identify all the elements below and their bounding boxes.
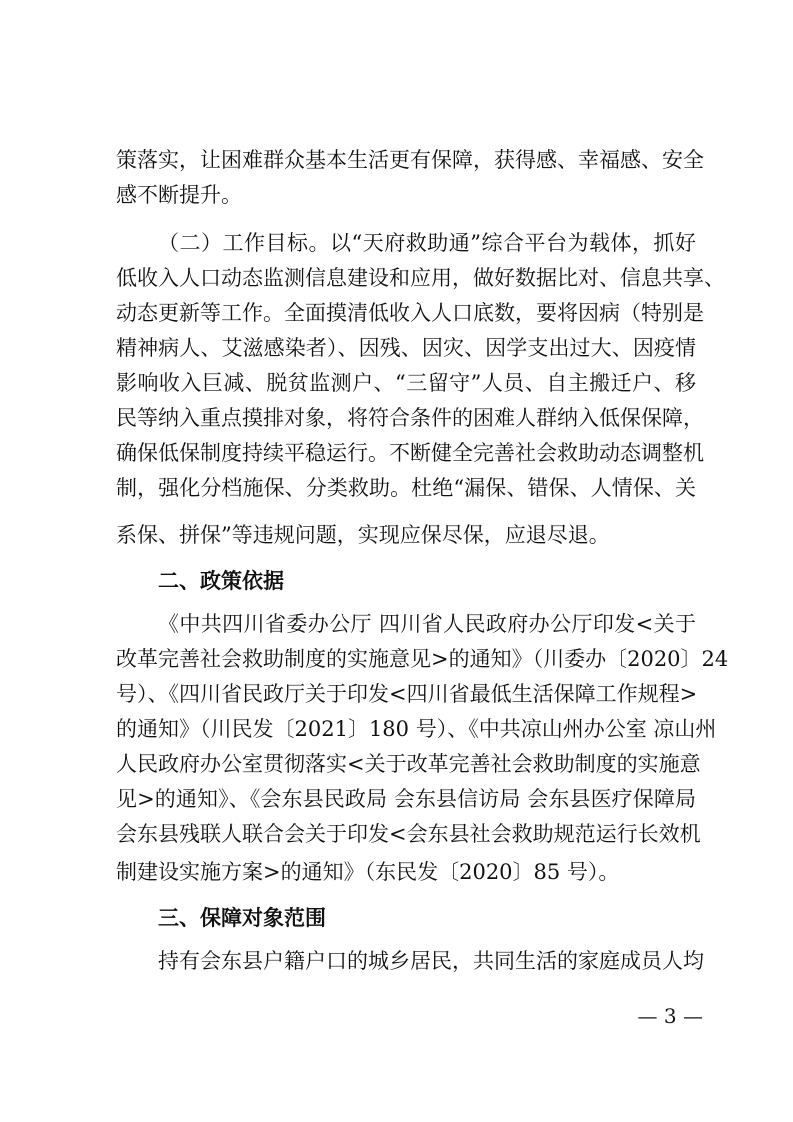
body-text-line: 民等纳入重点摸排对象，将符合条件的困难人群纳入低保保障， [116,406,704,430]
section-heading-coverage: 三、保障对象范围 [158,906,326,930]
page-number: — 3 — [637,1004,703,1028]
policy-reference-line: 《中共四川省委办公厅 四川省人民政府办公厅印发<关于 [158,612,696,636]
section-heading-policy-basis: 二、政策依据 [158,569,284,593]
policy-reference-line: 会东县残联人联合会关于印发<会东县社会救助规范运行长效机 [116,822,701,846]
body-text-line: 制，强化分档施保、分类救助。杜绝“漏保、错保、人情保、关 [116,476,696,500]
body-text-line: 动态更新等工作。全面摸清低收入人口底数，要将因病（特别是 [116,301,704,325]
body-text-line: 策落实，让困难群众基本生活更有保障，获得感、幸福感、安全 [116,148,704,172]
body-text-line: 系保、拼保”等违规问题，实现应保尽保，应退尽退。 [116,523,610,547]
policy-reference-line: 改革完善社会救助制度的实施意见>的通知》（川委办〔2020〕24 [116,647,729,671]
policy-reference-line: 的通知》（川民发〔2021〕180 号）、《中共凉山州办公室 凉山州 [116,717,717,741]
coverage-body-line: 持有会东县户籍户口的城乡居民，共同生活的家庭成员人均 [158,949,704,973]
body-text-line: 确保低保制度持续平稳运行。不断健全完善社会救助动态调整机 [116,441,704,465]
body-text-line: 精神病人、艾滋感染者）、因残、因灾、因学支出过大、因疫情 [116,336,696,360]
body-text-line: 低收入人口动态监测信息建设和应用，做好数据比对、信息共享、 [116,266,725,290]
body-text-line: 感不断提升。 [116,183,242,207]
policy-reference-line: 制建设实施方案>的通知》（东民发〔2020〕85 号）。 [116,860,620,884]
policy-reference-line: 见>的通知》、《会东县民政局 会东县信访局 会东县医疗保障局 [116,787,696,811]
section-two-goal-line: （二）工作目标。以“天府救助通”综合平台为载体，抓好 [158,231,696,255]
body-text-line: 影响收入巨减、脱贫监测户、“三留守”人员、自主搬迁户、移 [116,371,696,395]
policy-reference-line: 人民政府办公室贯彻落实<关于改革完善社会救助制度的实施意 [116,752,701,776]
policy-reference-line: 号）、《四川省民政厅关于印发<四川省最低生活保障工作规程> [116,682,698,706]
